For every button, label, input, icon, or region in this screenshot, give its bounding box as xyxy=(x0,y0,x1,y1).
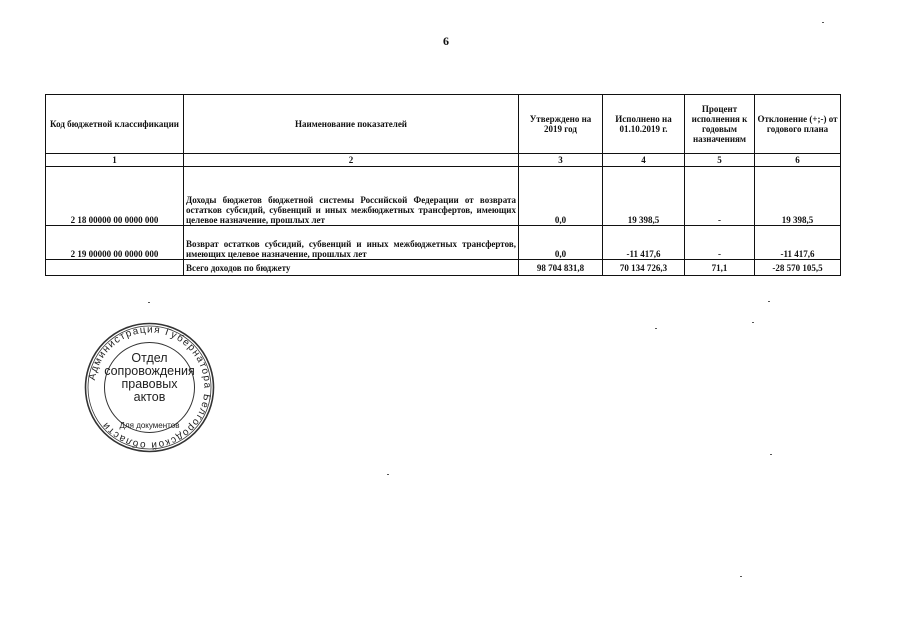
total-executed: 70 134 726,3 xyxy=(603,260,685,276)
total-deviation: -28 570 105,5 xyxy=(755,260,841,276)
scan-speck xyxy=(822,22,824,23)
stamp-center-text xyxy=(102,352,197,404)
stamp-line: правовых xyxy=(121,377,178,391)
total-code xyxy=(46,260,184,276)
stamp-line: сопровождения xyxy=(104,364,195,378)
official-stamp xyxy=(82,320,217,455)
scan-speck xyxy=(752,322,754,323)
stamp-outer-text: Администрация Губернатора Белгородской области xyxy=(86,324,213,451)
column-number: 3 xyxy=(519,154,603,167)
column-number: 6 xyxy=(755,154,841,167)
column-number-row xyxy=(46,154,841,167)
table-row xyxy=(46,226,841,260)
stamp-line: Отдел xyxy=(131,351,168,365)
scan-speck xyxy=(768,301,770,302)
stamp-line: актов xyxy=(133,390,166,404)
row-code: 2 19 00000 00 0000 000 xyxy=(46,226,184,260)
total-percent: 71,1 xyxy=(685,260,755,276)
row-approved: 0,0 xyxy=(519,226,603,260)
header-percent: Процент исполнения к годовым назначениям xyxy=(685,95,755,154)
scan-speck xyxy=(655,328,657,329)
scan-speck xyxy=(387,474,389,475)
row-deviation: -11 417,6 xyxy=(755,226,841,260)
row-executed: 19 398,5 xyxy=(603,167,685,226)
column-number: 4 xyxy=(603,154,685,167)
header-executed: Исполнено на 01.10.2019 г. xyxy=(603,95,685,154)
row-name: Доходы бюджетов бюджетной системы Российской Федерации от возврата остатков субсидий, субвенций и иных межбюджетных трансфертов, имеющих целевое назначение, прошлых лет xyxy=(184,167,519,226)
row-code: 2 18 00000 00 0000 000 xyxy=(46,167,184,226)
row-percent: - xyxy=(685,167,755,226)
scan-speck xyxy=(770,454,772,455)
row-name: Возврат остатков субсидий, субвенций и иных межбюджетных трансфертов, имеющих целевое назначение, прошлых лет xyxy=(184,226,519,260)
header-name: Наименование показателей xyxy=(184,95,519,154)
stamp-bottom-text: Для документов xyxy=(119,421,180,430)
table-row xyxy=(46,167,841,226)
column-number: 1 xyxy=(46,154,184,167)
row-deviation: 19 398,5 xyxy=(755,167,841,226)
row-approved: 0,0 xyxy=(519,167,603,226)
budget-table xyxy=(45,94,841,276)
row-executed: -11 417,6 xyxy=(603,226,685,260)
header-deviation: Отклонение (+;-) от годового плана xyxy=(755,95,841,154)
total-name: Всего доходов по бюджету xyxy=(184,260,519,276)
scan-speck xyxy=(148,302,150,303)
table-header-row xyxy=(46,95,841,154)
header-code: Код бюджетной классификации xyxy=(46,95,184,154)
total-row xyxy=(46,260,841,276)
scan-speck xyxy=(740,576,742,577)
header-approved: Утверждено на 2019 год xyxy=(519,95,603,154)
column-number: 2 xyxy=(184,154,519,167)
row-percent: - xyxy=(685,226,755,260)
page-number: 6 xyxy=(443,34,449,48)
column-number: 5 xyxy=(685,154,755,167)
total-approved: 98 704 831,8 xyxy=(519,260,603,276)
